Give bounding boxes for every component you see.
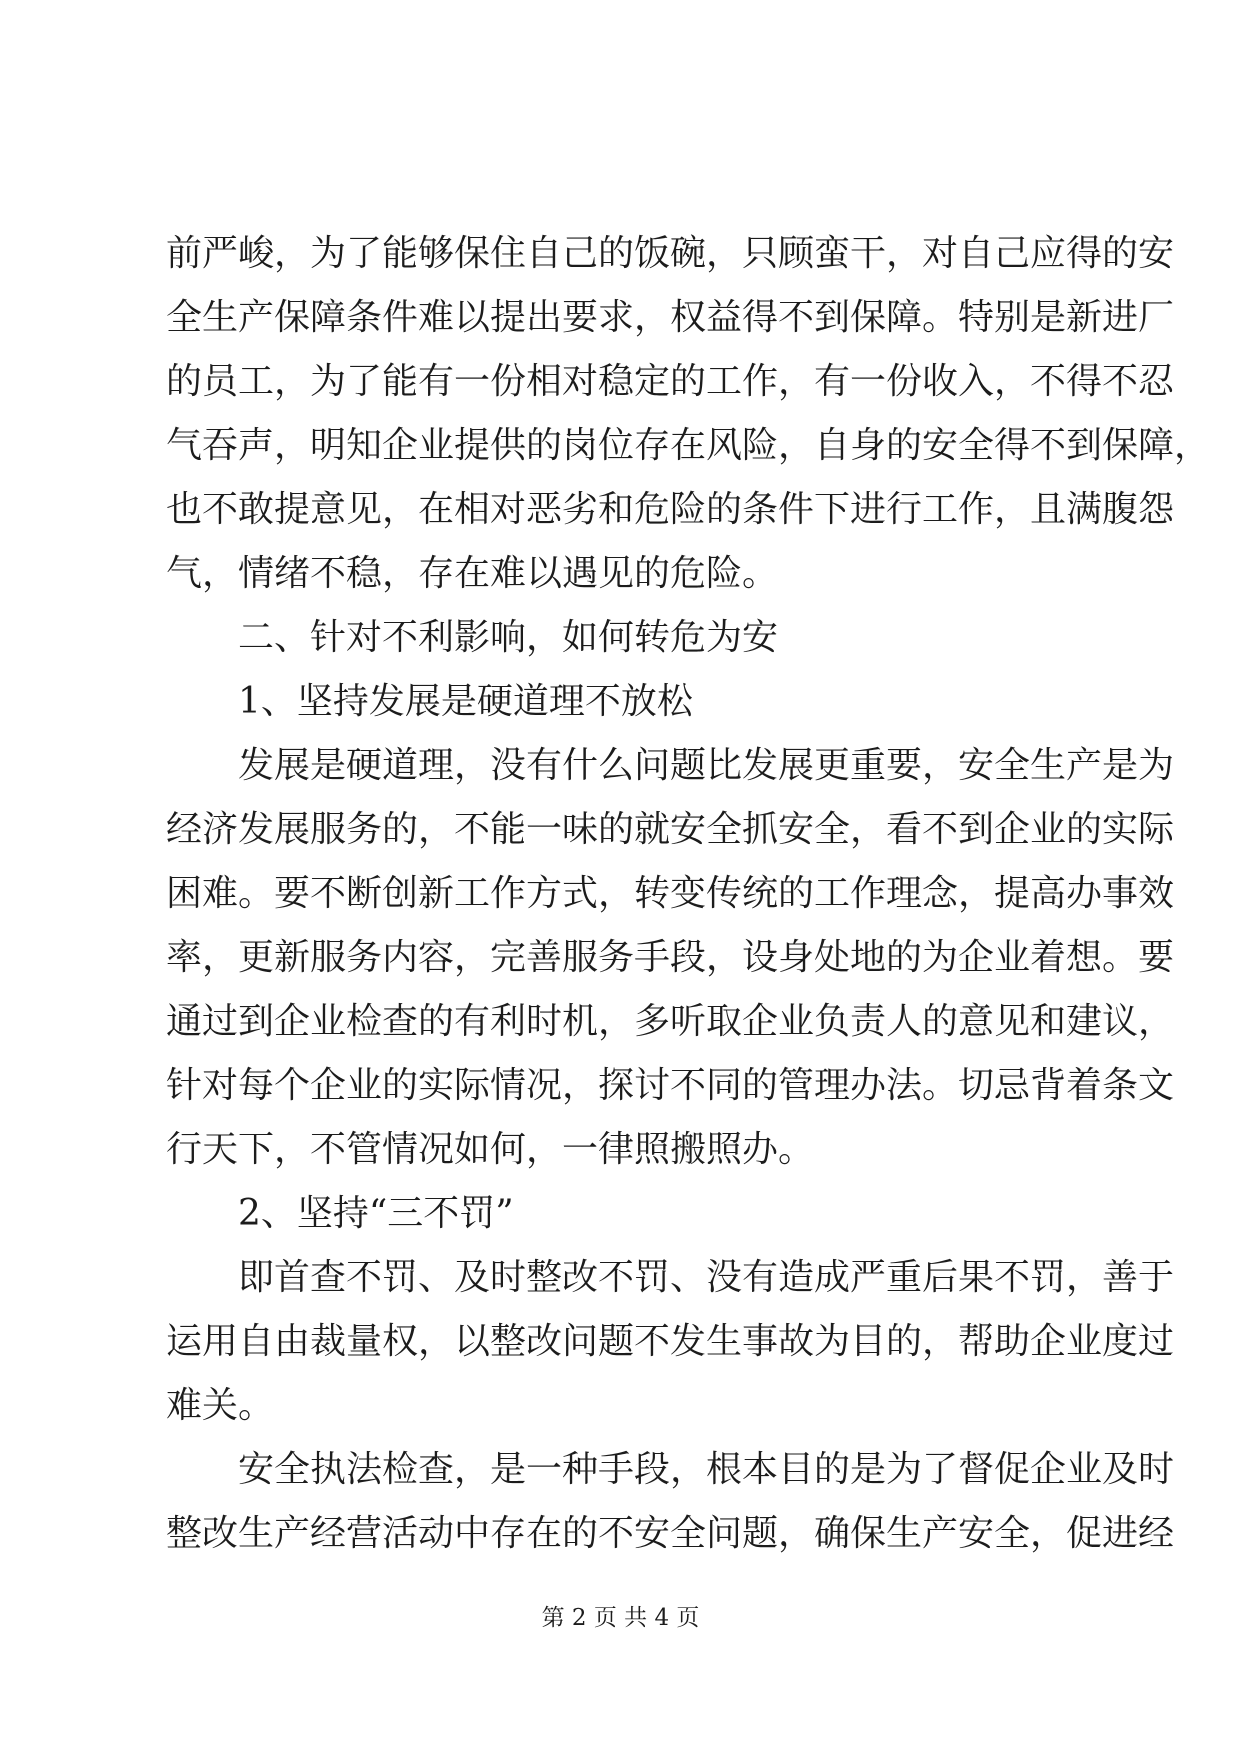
text-line: 行天下，不管情况如何，一律照搬照办。 [166, 1129, 815, 1170]
text-line: 也不敢提意见，在相对恶劣和危险的条件下进行工作，且满腹怨 [166, 489, 1175, 530]
subsection-heading: 1、坚持发展是硬道理不放松 [238, 681, 693, 722]
text-line: 难关。 [166, 1385, 275, 1426]
section-heading: 二、针对不利影响，如何转危为安 [238, 617, 779, 658]
text-line: 气，情绪不稳，存在难以遇见的危险。 [166, 553, 779, 594]
text-line: 经济发展服务的，不能一味的就安全抓安全，看不到企业的实际 [166, 809, 1175, 850]
text-line: 即首查不罚、及时整改不罚、没有造成严重后果不罚，善于 [238, 1257, 1175, 1298]
text-line: 整改生产经营活动中存在的不安全问题，确保生产安全，促进经 [166, 1513, 1175, 1554]
body-text [166, 222, 1211, 1566]
text-line: 发展是硬道理，没有什么问题比发展更重要，安全生产是为 [238, 745, 1175, 786]
subsection-heading: 2、坚持“三不罚” [238, 1193, 514, 1234]
text-line: 安全执法检查，是一种手段，根本目的是为了督促企业及时 [238, 1449, 1175, 1490]
text-line: 的员工，为了能有一份相对稳定的工作，有一份收入，不得不忍 [166, 361, 1175, 402]
text-line: 针对每个企业的实际情况，探讨不同的管理办法。切忌背着条文 [166, 1065, 1175, 1106]
page-number-footer: 第 2 页 共 4 页 [541, 1605, 700, 1631]
text-line: 运用自由裁量权，以整改问题不发生事故为目的，帮助企业度过 [166, 1321, 1175, 1362]
text-line: 困难。要不断创新工作方式，转变传统的工作理念，提高办事效 [166, 873, 1175, 914]
text-line: 通过到企业检查的有利时机，多听取企业负责人的意见和建议， [166, 1001, 1175, 1042]
text-line: 前严峻，为了能够保住自己的饭碗，只顾蛮干，对自己应得的安 [166, 233, 1175, 274]
text-line: 全生产保障条件难以提出要求，权益得不到保障。特别是新进厂 [166, 297, 1175, 338]
text-line: 气吞声，明知企业提供的岗位存在风险，自身的安全得不到保障， [166, 425, 1211, 466]
text-line: 率，更新服务内容，完善服务手段，设身处地的为企业着想。要 [166, 937, 1175, 978]
